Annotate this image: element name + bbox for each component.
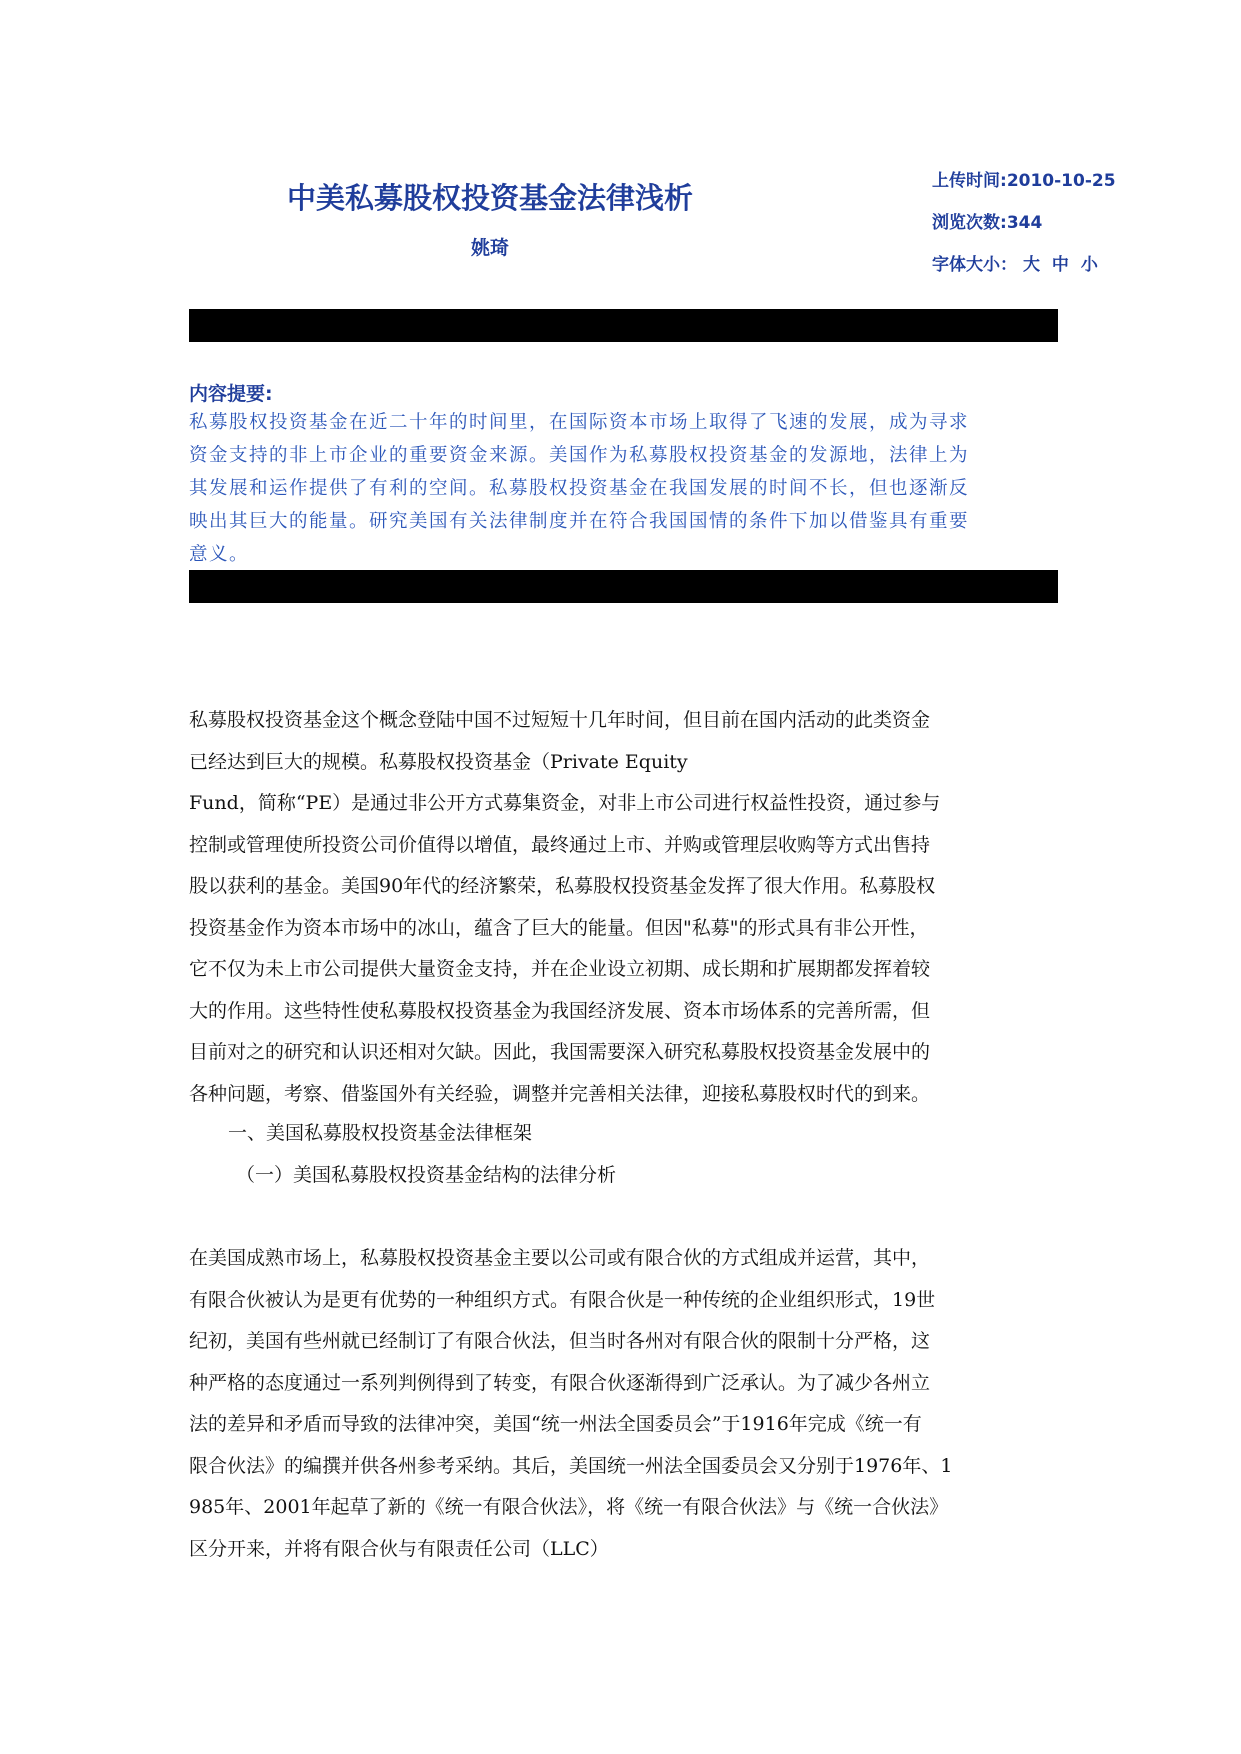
font-size-large-link[interactable]: 大 bbox=[1023, 255, 1040, 275]
paragraph-line: 985年、2001年起草了新的《统一有限合伙法》，将《统一有限合伙法》与《统一合伙法》 bbox=[189, 1496, 949, 1518]
view-count-value: 344 bbox=[1006, 213, 1043, 233]
section-heading-1: 一、美国私募股权投资基金法律框架 bbox=[228, 1122, 533, 1144]
paragraph-line: 目前对之的研究和认识还相对欠缺。因此，我国需要深入研究私募股权投资基金发展中的 bbox=[189, 1041, 931, 1063]
paragraph-line: 投资基金作为资本市场中的冰山，蕴含了巨大的能量。但因"私募"的形式具有非公开性， bbox=[189, 916, 929, 939]
abstract-line: 映出其巨大的能量。研究美国有关法律制度并在符合我国国情的条件下加以借鉴具有重要 bbox=[189, 511, 970, 532]
font-size-label: 字体大小： bbox=[932, 255, 1017, 275]
paragraph-line: 私募股权投资基金这个概念登陆中国不过短短十几年时间，但目前在国内活动的此类资金 bbox=[189, 709, 931, 731]
view-count-label: 浏览次数: bbox=[932, 213, 1007, 233]
font-size-medium-link[interactable]: 中 bbox=[1051, 255, 1069, 275]
abstract-text bbox=[189, 406, 1059, 571]
abstract-line: 意义。 bbox=[189, 544, 250, 565]
upload-time-label: 上传时间: bbox=[932, 171, 1007, 191]
font-size-row bbox=[932, 244, 1116, 286]
upload-time-row bbox=[932, 160, 1116, 202]
paragraph-line: 控制或管理使所投资公司价值得以增值，最终通过上市、并购或管理层收购等方式出售持 bbox=[189, 833, 931, 856]
article-title: 中美私募股权投资基金法律浅析 bbox=[286, 181, 693, 215]
article-author: 姚琦 bbox=[470, 237, 509, 259]
paragraph-line: 股以获利的基金。美国90年代的经济繁荣，私募股权投资基金发挥了很大作用。私募股权 bbox=[189, 875, 936, 897]
paragraph-line: 已经达到巨大的规模。私募股权投资基金（Private Equity bbox=[189, 750, 688, 773]
paragraph-line: 有限合伙被认为是更有优势的一种组织方式。有限合伙是一种传统的企业组织形式，19世 bbox=[189, 1288, 936, 1311]
paragraph-line: 大的作用。这些特性使私募股权投资基金为我国经济发展、资本市场体系的完善所需，但 bbox=[189, 999, 931, 1022]
section-heading-2: （一）美国私募股权投资基金结构的法律分析 bbox=[236, 1164, 617, 1186]
body-paragraph-1 bbox=[189, 700, 1069, 1115]
paragraph-line: 各种问题，考察、借鉴国外有关经验，调整并完善相关法律，迎接私募股权时代的到来。 bbox=[189, 1082, 931, 1105]
view-count-row bbox=[932, 202, 1116, 244]
paragraph-line: 在美国成熟市场上，私募股权投资基金主要以公司或有限合伙的方式组成并运营，其中， bbox=[189, 1247, 931, 1269]
font-size-small-link[interactable]: 小 bbox=[1080, 255, 1098, 275]
paragraph-line: Fund，简称“PE）是通过非公开方式募集资金，对非上市公司进行权益性投资，通过参与 bbox=[189, 792, 941, 814]
paragraph-line: 种严格的态度通过一系列判例得到了转变，有限合伙逐渐得到广泛承认。为了减少各州立 bbox=[189, 1371, 931, 1394]
abstract-line: 资金支持的非上市企业的重要资金来源。美国作为私募股权投资基金的发源地，法律上为 bbox=[189, 445, 970, 466]
paragraph-line: 限合伙法》的编撰并供各州参考采纳。其后，美国统一州法全国委员会又分别于1976年、1 bbox=[189, 1454, 953, 1477]
abstract-line: 私募股权投资基金在近二十年的时间里，在国际资本市场上取得了飞速的发展，成为寻求 bbox=[189, 412, 970, 433]
abstract-label: 内容提要: bbox=[189, 383, 273, 405]
upload-time-value: 2010-10-25 bbox=[1006, 171, 1116, 191]
body-paragraph-2 bbox=[189, 1238, 1069, 1570]
redaction-bar-bottom bbox=[189, 570, 1058, 603]
abstract-line: 其发展和运作提供了有利的空间。私募股权投资基金在我国发展的时间不长，但也逐渐反 bbox=[189, 478, 970, 499]
paragraph-line: 区分开来，并将有限合伙与有限责任公司（LLC） bbox=[189, 1537, 609, 1560]
paragraph-line: 它不仅为未上市公司提供大量资金支持，并在企业设立初期、成长期和扩展期都发挥着较 bbox=[189, 958, 931, 980]
redaction-bar-top bbox=[189, 309, 1058, 342]
paragraph-line: 纪初，美国有些州就已经制订了有限合伙法，但当时各州对有限合伙的限制十分严格，这 bbox=[189, 1330, 931, 1352]
paragraph-line: 法的差异和矛盾而导致的法律冲突，美国“统一州法全国委员会”于1916年完成《统一有 bbox=[189, 1413, 922, 1435]
article-meta bbox=[932, 160, 1116, 286]
